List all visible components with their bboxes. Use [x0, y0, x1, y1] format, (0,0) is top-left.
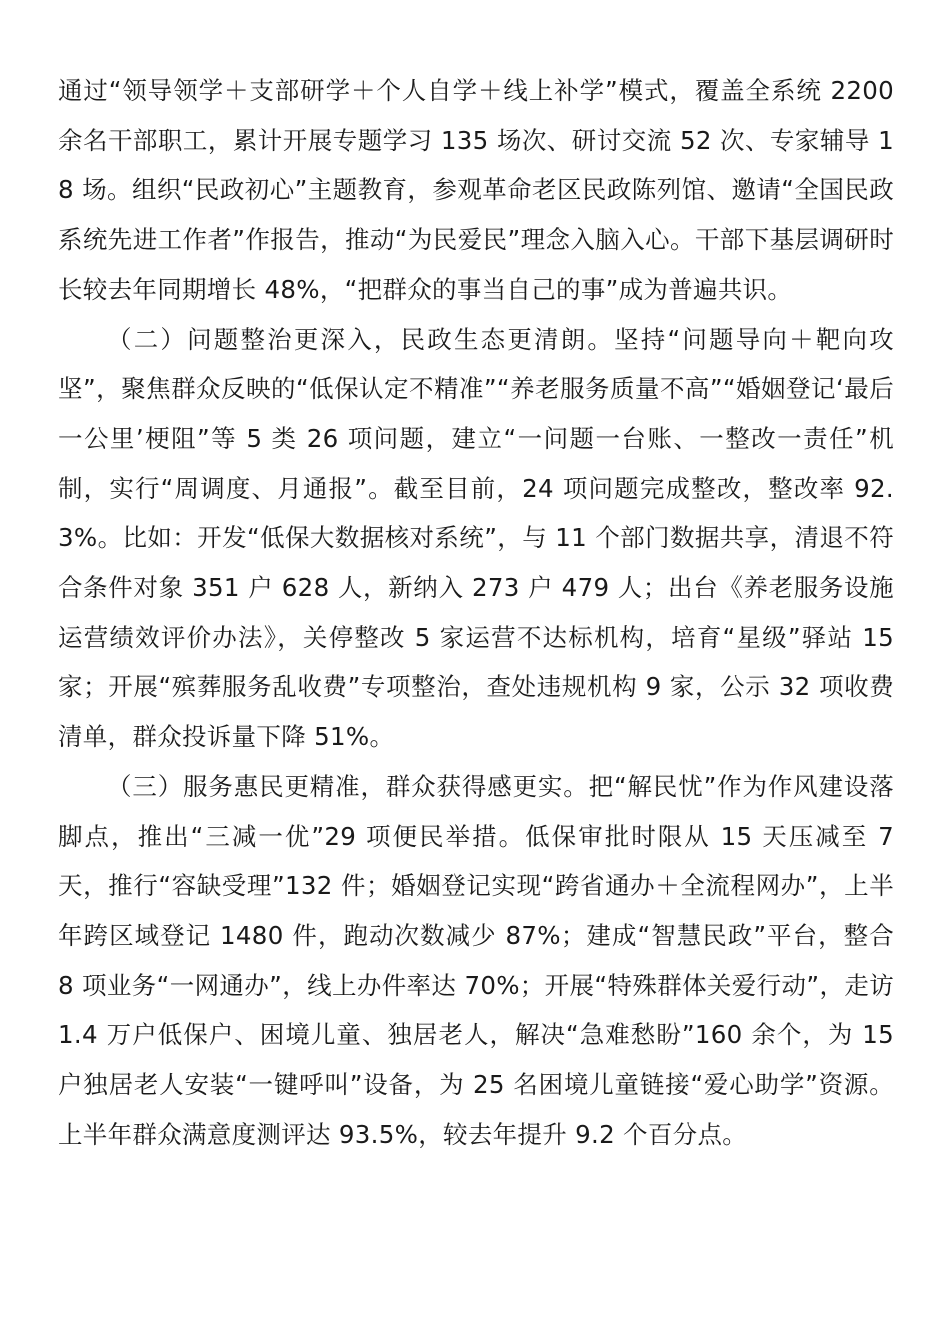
paragraph-continuation: 通过“领导领学＋支部研学＋个人自学＋线上补学”模式，覆盖全系统 2200 余名干部职工，累计开展专题学习 135 场次、研讨交流 52 次、专家辅导 18 场。组织“民政初心”主题教育，参观革命老区民政陈列馆、邀请“全国民政系统先进工作者”作报告，推动“为民爱民”理念入脑入心。干部下基层调研时长较去年同期增长 48%，“把群众的事当自己的事”成为普遍共识。	[58, 76, 894, 304]
paragraph-section-2: （二）问题整治更深入，民政生态更清朗。坚持“问题导向＋靶向攻坚”，聚焦群众反映的“低保认定不精准”“养老服务质量不高”“婚姻登记‘最后一公里’梗阻”等 5 类 26 项问题，建立“一问题一台账、一整改一责任”机制，实行“周调度、月通报”。截至目前，24 项问题完成整改，整改率 92.3%。比如：开发“低保大数据核对系统”，与 11 个部门数据共享，清退不符合条件对象 351 户 628 人，新纳入 273 户 479 人；出台《养老服务设施运营绩效评价办法》，关停整改 5 家运营不达标机构，培育“星级”驿站 15 家；开展“殡葬服务乱收费”专项整治，查处违规机构 9 家，公示 32 项收费清单，群众投诉量下降 51%。	[58, 324, 894, 752]
paragraph-section-3: （三）服务惠民更精准，群众获得感更实。把“解民忧”作为作风建设落脚点，推出“三减一优”29 项便民举措。低保审批时限从 15 天压减至 7 天，推行“容缺受理”132 件；婚姻登记实现“跨省通办＋全流程网办”，上半年跨区域登记 1480 件，跑动次数减少 87%；建成“智慧民政”平台，整合 8 项业务“一网通办”，线上办件率达 70%；开展“特殊群体关爱行动”，走访 1.4 万户低保户、困境儿童、独居老人，解决“急难愁盼”160 余个，为 15 户独居老人安装“一键呼叫”设备，为 25 名困境儿童链接“爱心助学”资源。上半年群众满意度测评达 93.5%，较去年提升 9.2 个百分点。	[58, 771, 894, 1149]
document-body	[58, 66, 894, 1159]
